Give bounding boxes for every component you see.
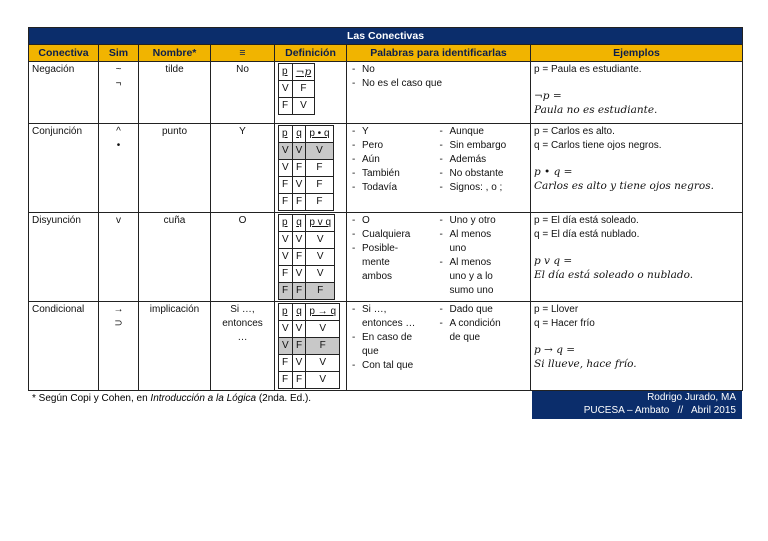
tt-cell: V [279, 321, 293, 338]
header-conectiva: Conectiva [29, 45, 99, 62]
example-line: q = El día está nublado. [534, 229, 640, 240]
eq-line: … [237, 332, 248, 343]
conjuncion-sym-2: • [116, 140, 121, 151]
negacion-eq: No [211, 62, 275, 124]
conjuncion-sym-1: ^ [116, 126, 121, 137]
row-disyuncion [29, 213, 743, 302]
conjuncion-symbols [99, 124, 139, 213]
example-sentence: Si llueve, hace frío. [534, 358, 637, 370]
tt-cell: V [306, 249, 335, 266]
conjuncion-words-b [435, 124, 531, 213]
word-item: - Al menos [438, 228, 528, 242]
tt-cell: F [306, 177, 333, 194]
header-row [29, 45, 743, 62]
connectives-sheet [28, 27, 742, 419]
tt-cell: F [279, 177, 293, 194]
tt-head: p [279, 64, 293, 81]
example-line: p = Carlos es alto. [534, 126, 615, 137]
tt-cell: F [279, 355, 293, 372]
word-item: - Cualquiera [350, 228, 432, 242]
word-item: - Al menos [438, 256, 528, 270]
word-item: - A condición [438, 317, 528, 331]
word-item-cont: ambos [362, 271, 393, 282]
tt-cell: V [292, 232, 306, 249]
footnote [32, 393, 311, 404]
example-sentence: Paula no es estudiante. [534, 104, 658, 116]
word-item: - También [350, 167, 432, 181]
word-item: - Dado que [438, 303, 528, 317]
conjuncion-example [531, 124, 743, 213]
tt-cell: V [279, 249, 293, 266]
tt-cell: F [279, 283, 293, 300]
condicional-sym-2: ⊃ [114, 318, 123, 329]
tt-head: p [279, 304, 293, 321]
disyuncion-example [531, 213, 743, 302]
example-sentence: El día está soleado o nublado. [534, 269, 694, 281]
tt-cell: V [306, 355, 340, 372]
conjuncion-words-a [347, 124, 435, 213]
tt-head: p [279, 126, 293, 143]
negacion-truth-table [278, 63, 315, 115]
negacion-definition [275, 62, 347, 124]
tt-cell: V [306, 143, 333, 160]
word-item: - Posible- [350, 242, 432, 256]
header-sim: Sim [99, 45, 139, 62]
tt-cell: V [292, 143, 306, 160]
header-definicion: Definición [275, 45, 347, 62]
row-negacion [29, 62, 743, 124]
header-ejemplos: Ejemplos [531, 45, 743, 62]
condicional-symbols [99, 302, 139, 391]
eq-line: Si …, [230, 304, 255, 315]
tt-head: p [279, 215, 293, 232]
table-title: Las Conectivas [29, 28, 743, 45]
tt-cell: V [292, 98, 315, 115]
word-item: - No obstante [438, 167, 528, 181]
condicional-nombre: implicación [139, 302, 211, 391]
tt-cell: F [292, 81, 315, 98]
word-item: - En caso de [350, 331, 432, 345]
word-item-cont: uno [449, 243, 467, 254]
negacion-sym-1: ~ [115, 64, 122, 75]
disyuncion-name: Disyunción [29, 213, 99, 302]
footer [28, 391, 742, 419]
tt-cell: V [279, 232, 293, 249]
connectives-table [28, 27, 743, 391]
tt-cell: F [292, 372, 306, 389]
example-line: p = Llover [534, 304, 579, 315]
conjuncion-name: Conjunción [29, 124, 99, 213]
word-item: - Aunque [438, 125, 528, 139]
disyuncion-nombre: cuña [139, 213, 211, 302]
word-item: - Y [350, 125, 432, 139]
example-formula: ¬p = [534, 90, 562, 102]
word-item: - No es el caso que [350, 77, 527, 91]
example-line: q = Hacer frío [534, 318, 595, 329]
tt-cell: F [292, 249, 306, 266]
tt-cell: F [279, 372, 293, 389]
conjuncion-truth-table [278, 125, 334, 211]
author: Rodrigo Jurado, MA [647, 392, 736, 403]
tt-cell: V [292, 177, 306, 194]
tt-head: q [292, 304, 306, 321]
credits-box [532, 391, 742, 419]
example-line: p = El día está soleado. [534, 215, 639, 226]
word-item: - Pero [350, 139, 432, 153]
word-item-cont: sumo uno [449, 285, 494, 296]
footnote-pre: * Según Copi y Cohen, en [32, 393, 151, 404]
word-item: - Sin embargo [438, 139, 528, 153]
tt-cell: F [292, 338, 306, 355]
tt-cell: V [292, 266, 306, 283]
condicional-sym-1: → [113, 304, 124, 315]
tt-head: p → q [306, 304, 340, 321]
example-formula: p • q = [534, 166, 573, 178]
tt-head: p • q [306, 126, 333, 143]
eq-line: entonces [222, 318, 263, 329]
word-item-cont: entonces … [362, 318, 416, 329]
tt-cell: V [292, 355, 306, 372]
condicional-name: Condicional [29, 302, 99, 391]
negacion-symbols [99, 62, 139, 124]
word-item: - O [350, 214, 432, 228]
disyuncion-truth-table [278, 214, 335, 300]
tt-cell: V [306, 266, 335, 283]
header-palabras: Palabras para identificarlas [347, 45, 531, 62]
word-item: - Uno y otro [438, 214, 528, 228]
example-formula: p → q = [534, 344, 576, 356]
negacion-example [531, 62, 743, 124]
tt-cell: F [279, 98, 293, 115]
disyuncion-definition [275, 213, 347, 302]
condicional-words-a [347, 302, 435, 391]
word-item: - Además [438, 153, 528, 167]
example-line: p = Paula es estudiante. [534, 64, 642, 75]
tt-cell: V [292, 321, 306, 338]
tt-cell: F [306, 160, 333, 177]
word-item: - Signos: , o ; [438, 181, 528, 195]
disyuncion-symbol: v [99, 213, 139, 302]
word-item-cont: de que [449, 332, 481, 343]
condicional-definition [275, 302, 347, 391]
tt-cell: F [306, 194, 333, 211]
disyuncion-words-b [435, 213, 531, 302]
word-item: - No [350, 63, 527, 77]
tt-cell: F [292, 160, 306, 177]
condicional-truth-table [278, 303, 340, 389]
word-item: - Aún [350, 153, 432, 167]
example-sentence: Carlos es alto y tiene ojos negros. [534, 180, 714, 192]
conjuncion-definition [275, 124, 347, 213]
tt-cell: F [292, 283, 306, 300]
tt-head: q [292, 215, 306, 232]
tt-cell: V [306, 372, 340, 389]
word-item: - Si …, [350, 303, 432, 317]
conjuncion-nombre: punto [139, 124, 211, 213]
footnote-post: (2nda. Ed.). [256, 393, 312, 404]
tt-cell: V [279, 143, 293, 160]
tt-cell: V [279, 160, 293, 177]
tt-cell: F [279, 194, 293, 211]
footnote-title: Introducción a la Lógica [150, 393, 257, 404]
negacion-sym-2: ¬ [115, 78, 122, 89]
word-item-cont: mente [362, 257, 390, 268]
tt-cell: F [292, 194, 306, 211]
condicional-words-b [435, 302, 531, 391]
row-condicional [29, 302, 743, 391]
example-formula: p v q = [534, 255, 573, 267]
tt-cell: V [306, 321, 340, 338]
tt-head: p v q [306, 215, 335, 232]
affiliation: PUCESA – Ambato // Abril 2015 [583, 405, 736, 416]
condicional-eq [211, 302, 275, 391]
disyuncion-eq: O [211, 213, 275, 302]
tt-cell: V [279, 338, 293, 355]
tt-cell: V [279, 81, 293, 98]
word-item-cont: uno y a lo [449, 271, 493, 282]
tt-cell: F [306, 283, 335, 300]
disyuncion-words-a [347, 213, 435, 302]
tt-cell: F [279, 266, 293, 283]
tt-head: ¬p [292, 64, 315, 81]
tt-cell: F [306, 338, 340, 355]
word-item-cont: que [362, 346, 379, 357]
negacion-nombre: tilde [139, 62, 211, 124]
word-item: - Todavía [350, 181, 432, 195]
header-nombre: Nombre* [139, 45, 211, 62]
conjuncion-eq: Y [211, 124, 275, 213]
header-eq: ≡ [211, 45, 275, 62]
tt-cell: V [306, 232, 335, 249]
example-line: q = Carlos tiene ojos negros. [534, 140, 662, 151]
tt-head: q [292, 126, 306, 143]
row-conjuncion [29, 124, 743, 213]
negacion-words [347, 62, 531, 124]
word-item: - Con tal que [350, 359, 432, 373]
negacion-name: Negación [29, 62, 99, 124]
condicional-example [531, 302, 743, 391]
